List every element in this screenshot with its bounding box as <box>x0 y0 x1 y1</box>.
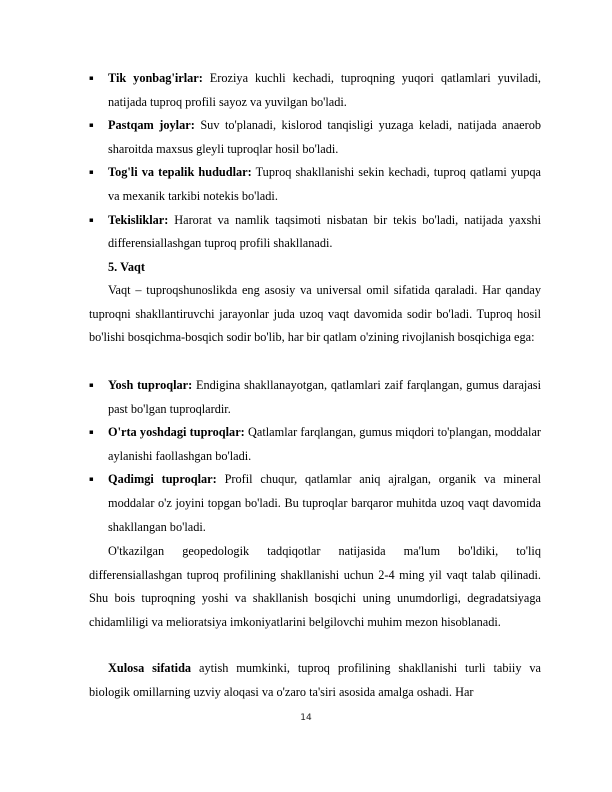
bullet-icon: ▪ <box>89 74 94 82</box>
bullet-icon: ▪ <box>89 475 94 484</box>
list-item-text <box>108 161 541 208</box>
research-paragraph-wrap <box>89 540 541 634</box>
list-item <box>89 374 541 421</box>
list-item <box>89 209 541 256</box>
age-bullet-list <box>89 374 541 539</box>
list-item-text <box>108 421 541 468</box>
bullet-icon: ▪ <box>89 428 94 437</box>
list-item-text <box>108 114 541 161</box>
intro-paragraph: Vaqt – tuproqshunoslikda eng asosiy va universal omil sifatida qaraladi. Har qanday tuproqni shakllantiruvchi jarayonlar juda uzoq vaqt davomida sodir bo'ladi. Tuproq hosil bo'lishi bosqichma-bosqich sodir bo'lib, har bir qatlam o'zining rivojlanish bosqichiga ega: <box>89 283 541 345</box>
page-number: 14 <box>300 713 312 723</box>
list-item <box>89 67 541 114</box>
list-item-label: Tik yonbag'irlar: <box>108 71 203 85</box>
list-item-text <box>108 209 541 256</box>
list-item-body: Profil chuqur, qatlamlar aniq ajralgan, organik va mineral moddalar o'z joyini topgan bo'ladi. Bu tuproqlar barqaror muhitda uzoq vaqt davomida shakllangan bo'ladi. <box>108 472 541 534</box>
list-item-body: Tuproq shakllanishi sekin kechadi, tuproq qatlami yupqa va mexanik tarkibi notekis bo'ladi. <box>108 165 541 203</box>
relief-bullet-list <box>89 67 541 256</box>
list-item <box>89 114 541 161</box>
bullet-icon: ▪ <box>89 168 94 177</box>
list-item-body: Harorat va namlik taqsimoti nisbatan bir tekis bo'ladi, natijada yaxshi differensiallashgan tuproq profili shakllanadi. <box>108 212 541 251</box>
list-item <box>89 161 541 208</box>
section-heading <box>108 256 541 280</box>
list-item-text <box>108 374 541 421</box>
section-heading-wrap <box>89 256 541 280</box>
list-item-label: Pastqam joylar: <box>108 118 195 133</box>
list-item-body: Suv to'planadi, kislorod tanqisligi yuzaga keladi, natijada anaerob sharoitda maxsus gleyli tuproqlar hosil bo'ladi. <box>108 118 541 156</box>
list-item-label: O'rta yoshdagi tuproqlar: <box>108 425 245 440</box>
research-paragraph: O'tkazilgan geopedologik tadqiqotlar natijasida ma'lum bo'ldiki, to'liq differensiallashgan tuproq profilining shakllanishi uchun 2-4 ming yil vaqt talab qilinadi. Shu bois tuproqning yoshi va shakllanish bosqichi uning unumdorligi, degradatsiyaga chidamliligi va melioratsiya imkoniyatlarini belgilovchi muhim mezon hisoblanadi. <box>89 544 541 629</box>
section-heading-text: 5. Vaqt <box>108 260 145 274</box>
list-item-text <box>108 67 541 114</box>
list-item-label: Yosh tuproqlar: <box>108 378 193 392</box>
list-item-body: Qatlamlar farqlangan, gumus miqdori to'plangan, moddalar aylanishi faollashgan bo'ladi. <box>108 425 541 463</box>
list-item <box>89 421 541 468</box>
intro-paragraph-wrap <box>89 279 541 350</box>
list-item-text <box>108 468 541 539</box>
conclusion-text: aytish mumkinki, tuproq profilining shakllanishi turli tabiiy va biologik omillarning uzviy aloqasi va o'zaro ta'siri asosida amalga oshadi. Har <box>89 661 541 699</box>
list-item-body: Endigina shakllanayotgan, qatlamlari zaif farqlangan, gumus darajasi past bo'lgan tuproqlardir. <box>108 378 541 416</box>
list-item-label: Tekisliklar: <box>108 212 169 227</box>
conclusion-label: Xulosa sifatida <box>108 661 192 675</box>
conclusion-paragraph-wrap <box>89 657 541 704</box>
list-item-body: Eroziya kuchli kechadi, tuproqning yuqori qatlamlari yuviladi, natijada tuproq profili sayoz va yuvilgan bo'ladi. <box>108 71 541 109</box>
list-item-label: Tog'li va tepalik hududlar: <box>108 165 252 180</box>
conclusion-paragraph <box>89 657 541 704</box>
list-item <box>89 468 541 539</box>
bullet-icon: ▪ <box>89 121 94 130</box>
list-item-label: Qadimgi tuproqlar: <box>108 472 217 487</box>
bullet-icon: ▪ <box>89 381 94 389</box>
bullet-icon: ▪ <box>89 215 94 224</box>
